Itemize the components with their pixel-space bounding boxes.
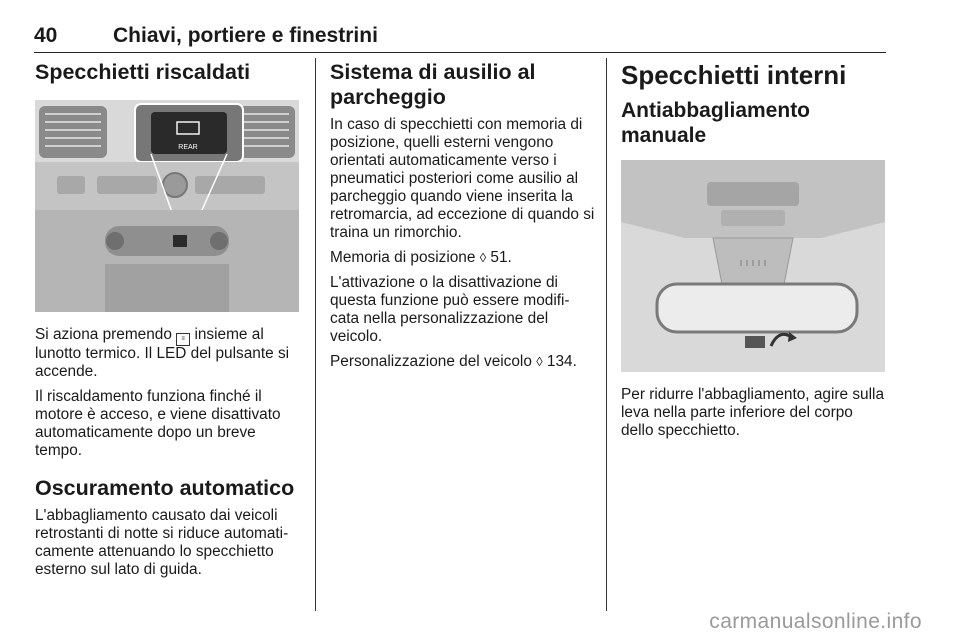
paragraph: In caso di specchietti con memoria di posizione, quelli esterni vengono orientati automaticamente verso i pneumatici posteriori come ausilio al parcheggio quando viene inserita la retromarcia, ad eccezione di quando si traina un rimorchio. — [330, 116, 595, 241]
cross-reference: Personalizzazione del veicolo ◊ 134. — [330, 353, 577, 370]
section-heading: Specchietti interni — [621, 60, 847, 90]
page-header — [34, 24, 886, 53]
chapter-title: Chiavi, portiere e finestrini — [113, 24, 378, 47]
page-reference[interactable]: 134 — [546, 353, 573, 370]
dashboard-button-illustration — [35, 100, 303, 312]
paragraph: L'attivazione o la disattivazione di questa funzione può essere modifi-cata nella personalizzazione del veicolo. — [330, 274, 570, 345]
paragraph: Per ridurre l'abbagliamento, agire sulla leva nella parte inferiore del corpo dello specchietto. — [621, 386, 885, 439]
paragraph: L'abbagliamento causato dai veicoli retrostanti di notte si riduce automati-camente attenuando lo specchietto esterno sul lato di guida. — [35, 507, 289, 578]
column-interior-mirrors — [621, 60, 886, 447]
cross-reference: Memoria di posizione ◊ 51. — [330, 249, 512, 266]
section-heading: Sistema di ausilio al parcheggio — [330, 60, 536, 109]
paragraph-text: Si aziona premendo — [35, 326, 177, 343]
rear-button-label: REAR — [178, 144, 198, 151]
page-number: 40 — [34, 24, 58, 47]
interior-mirror-illustration — [621, 160, 886, 372]
paragraph: Il riscaldamento funziona finché il motore è acceso, e viene disattivato automaticamente dopo un breve tempo. — [35, 388, 281, 459]
page-reference[interactable]: 51 — [490, 249, 508, 266]
paragraph — [35, 326, 303, 381]
column-divider — [315, 58, 316, 611]
section-heading: Specchietti riscaldati — [35, 60, 251, 84]
reference-arrow-icon: ◊ — [479, 250, 487, 265]
column-divider — [606, 58, 607, 611]
paragraph-text: insieme al lunotto termico. Il LED del pulsante si accende. — [35, 326, 290, 380]
rear-window-heater-icon: ≡ — [176, 333, 190, 346]
column-heated-mirrors — [35, 60, 303, 586]
section-heading: Oscuramento automatico — [35, 476, 295, 500]
reference-arrow-icon: ◊ — [536, 354, 543, 369]
subsection-heading: Antiabbagliamento manuale — [621, 99, 811, 147]
column-parking-assist — [330, 60, 595, 378]
watermark: carmanualsonline.info — [709, 610, 922, 633]
